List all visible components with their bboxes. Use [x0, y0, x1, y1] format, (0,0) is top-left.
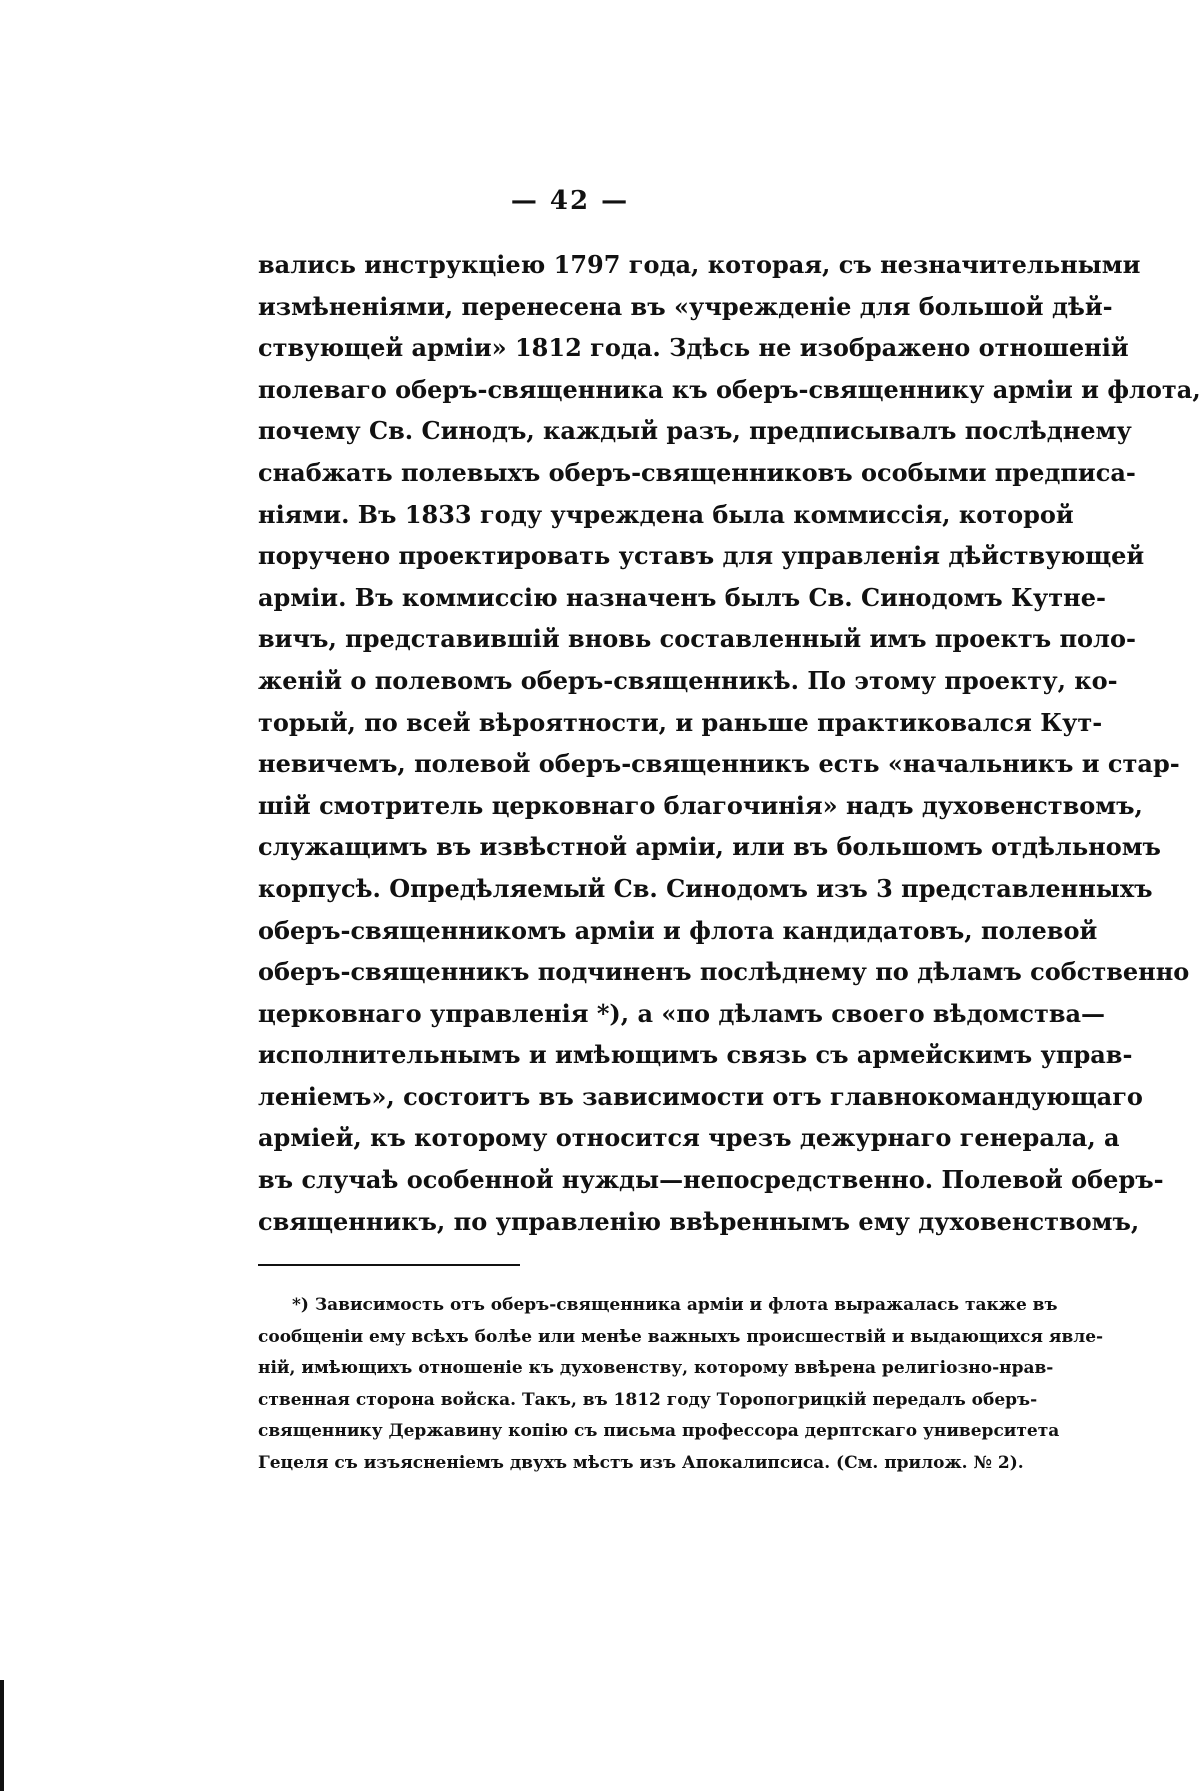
text-line: оберъ-священникъ подчиненъ послѣднему по дѣламъ собственно: [258, 957, 1190, 987]
footnote: [258, 1290, 1104, 1479]
text-line: оберъ-священникомъ арміи и флота кандидатовъ, полевой: [258, 915, 1098, 945]
text-line: невичемъ, полевой оберъ-священникъ есть «начальникъ и стар-: [258, 749, 1180, 779]
text-line: исполнительнымъ и имѣющимъ связь съ армейскимъ управ-: [258, 1040, 1133, 1070]
text-line: служащимъ въ извѣстной арміи, или въ большомъ отдѣльномъ: [258, 832, 1161, 862]
text-line: почему Св. Синодъ, каждый разъ, предписывалъ послѣднему: [258, 416, 1132, 446]
text-line: ствующей арміи» 1812 года. Здѣсь не изображено отношеній: [258, 333, 1129, 363]
text-line: вичъ, представившій вновь составленный имъ проектъ поло-: [258, 624, 1136, 654]
main-text: [258, 244, 1201, 1242]
footnote-separator: [258, 1264, 520, 1266]
text-line: ніями. Въ 1833 году учреждена была коммиссія, которой: [258, 499, 1074, 529]
footnote-line: ственная сторона войска. Такъ, въ 1812 году Торопогрицкій передалъ оберъ-: [258, 1389, 1038, 1410]
text-line: торый, по всей вѣроятности, и раньше практиковался Кут-: [258, 707, 1103, 737]
footnote-line: Гецеля съ изъясненіемъ двухъ мѣстъ изъ Апокалипсиса. (См. прилож. № 2).: [258, 1452, 1024, 1473]
text-line: женій о полевомъ оберъ-священникѣ. По этому проекту, ко-: [258, 665, 1118, 695]
footnote-line: священнику Державину копію съ письма профессора дерптскаго университета: [258, 1421, 1060, 1441]
page-number: — 42 —: [510, 186, 630, 216]
footnote-line: ній, имѣющихъ отношеніе къ духовенству, которому ввѣрена религіозно-нрав-: [258, 1358, 1054, 1378]
text-line: церковнаго управленія *), а «по дѣламъ своего вѣдомства—: [258, 998, 1106, 1028]
text-line: арміи. Въ коммиссію назначенъ былъ Св. Синодомъ Кутне-: [258, 582, 1106, 612]
footnote-line: сообщеніи ему всѣхъ болѣе или менѣе важныхъ происшествій и выдающихся явле-: [258, 1326, 1104, 1347]
text-line: поручено проектировать уставъ для управленія дѣйствующей: [258, 541, 1145, 571]
scan-binding-edge: [0, 1680, 4, 1791]
text-line: снабжать полевыхъ оберъ-священниковъ особыми предписа-: [258, 457, 1136, 487]
text-line: арміей, къ которому относится чрезъ дежурнаго генерала, а: [258, 1123, 1120, 1153]
text-line: корпусѣ. Опредѣляемый Св. Синодомъ изъ 3 представленныхъ: [258, 873, 1153, 903]
text-line: леніемъ», состоитъ въ зависимости отъ главнокомандующаго: [258, 1081, 1143, 1111]
text-line: полеваго оберъ-священника къ оберъ-священнику арміи и флота,: [258, 374, 1201, 404]
text-line: въ случаѣ особенной нужды—непосредственно. Полевой оберъ-: [258, 1165, 1164, 1195]
text-line: шій смотритель церковнаго благочинія» надъ духовенствомъ,: [258, 790, 1143, 820]
text-line: священникъ, по управленію ввѣреннымъ ему духовенствомъ,: [258, 1206, 1140, 1236]
text-line: вались инструкціею 1797 года, которая, съ незначительными: [258, 250, 1141, 279]
text-line: измѣненіями, перенесена въ «учрежденіе для большой дѣй-: [258, 291, 1113, 321]
footnote-line: *) Зависимость отъ оберъ-священника арміи и флота выражалась также въ: [292, 1295, 1058, 1315]
